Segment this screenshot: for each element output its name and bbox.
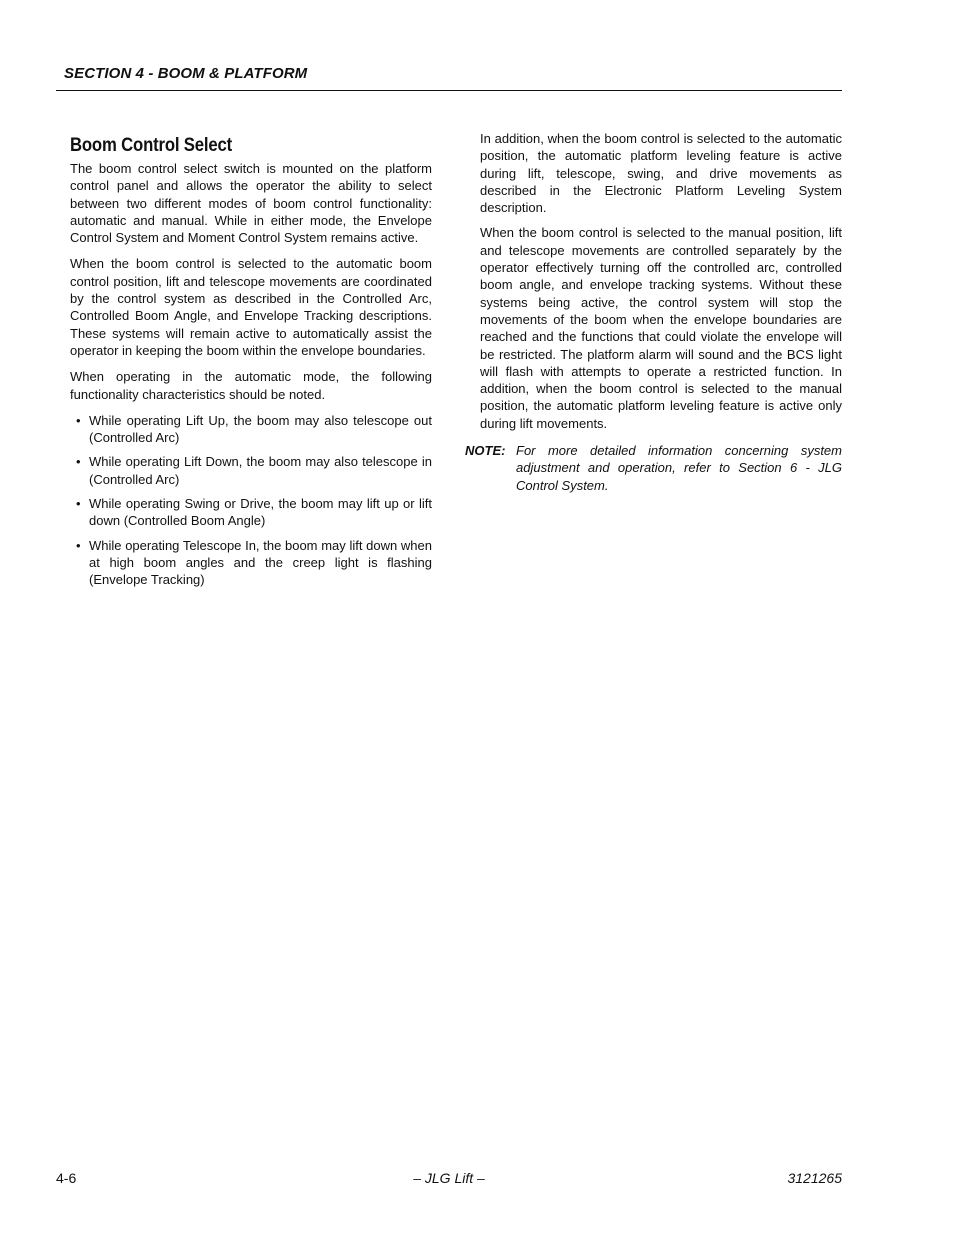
footer-brand: – JLG Lift – [413, 1170, 485, 1186]
paragraph: When the boom control is selected to the manual position, lift and telescope movements are controlled separately by the operator effectively turning off the controlled arc, controlled boom angle, and envelope tracking systems. Without these systems being active, the control system will stop the movements of the boom when the envelope boundaries are reached and the functions that could violate the envelope will be restricted. The platform alarm will sound and the BCS light will flash with attempts to operate a restricted function. In addition, when the boom control is selected to the manual position, the automatic platform leveling feature is active only during lift movements. [480, 225, 842, 431]
paragraph: When the boom control is selected to the automatic boom control position, lift and telescope movements are coordinated by the control system as described in the Controlled Arc, Controlled Boom Angle, and Envelope Tracking descriptions. These systems will remain active to automatically assist the operator in keeping the boom within the envelope boundaries. [70, 256, 432, 358]
bullet-icon: • [76, 496, 81, 512]
bullet-icon: • [76, 412, 81, 428]
section-title: SECTION 4 - BOOM & PLATFORM [64, 65, 308, 82]
list-item-text: While operating Lift Up, the boom may also telescope out (Controlled Arc) [89, 412, 432, 446]
list-item-text: While operating Lift Down, the boom may also telescope in (Controlled Arc) [89, 454, 432, 487]
note-block [465, 442, 842, 494]
page-number: 4-6 [56, 1170, 77, 1186]
bullet-list [70, 412, 432, 589]
page-footer [56, 1169, 842, 1187]
section-heading: Boom Control Select [70, 135, 233, 156]
left-column [70, 130, 432, 596]
list-item [70, 412, 432, 447]
paragraph: The boom control select switch is mounted on the platform control panel and allows the operator the ability to select between two different modes of boom control functionality: automatic and manual. While in either mode, the Envelope Control System and Moment Control System remains active. [70, 161, 432, 246]
paragraph: In addition, when the boom control is selected to the automatic position, the automatic platform leveling feature is active during lift, telescope, swing, and drive movements as described in the Electronic Platform Leveling System description. [480, 131, 842, 216]
list-item [70, 453, 432, 488]
list-item [70, 537, 432, 589]
list-item [70, 495, 432, 530]
document-number: 3121265 [787, 1170, 842, 1186]
page-header [56, 64, 842, 91]
list-item-text: While operating Swing or Drive, the boom may lift up or lift down (Controlled Boom Angle) [89, 496, 432, 529]
paragraph: When operating in the automatic mode, the following functionality characteristics should be noted. [70, 369, 432, 402]
note-label: NOTE: [465, 443, 506, 459]
note-text: For more detailed information concerning system adjustment and operation, refer to Section 6 - JLG Control System. [516, 443, 842, 493]
list-item-text: While operating Telescope In, the boom may lift down when at high boom angles and the creep light is flashing (Envelope Tracking) [89, 537, 432, 588]
right-column [465, 130, 842, 494]
bullet-icon: • [76, 454, 81, 470]
bullet-icon: • [76, 537, 81, 553]
